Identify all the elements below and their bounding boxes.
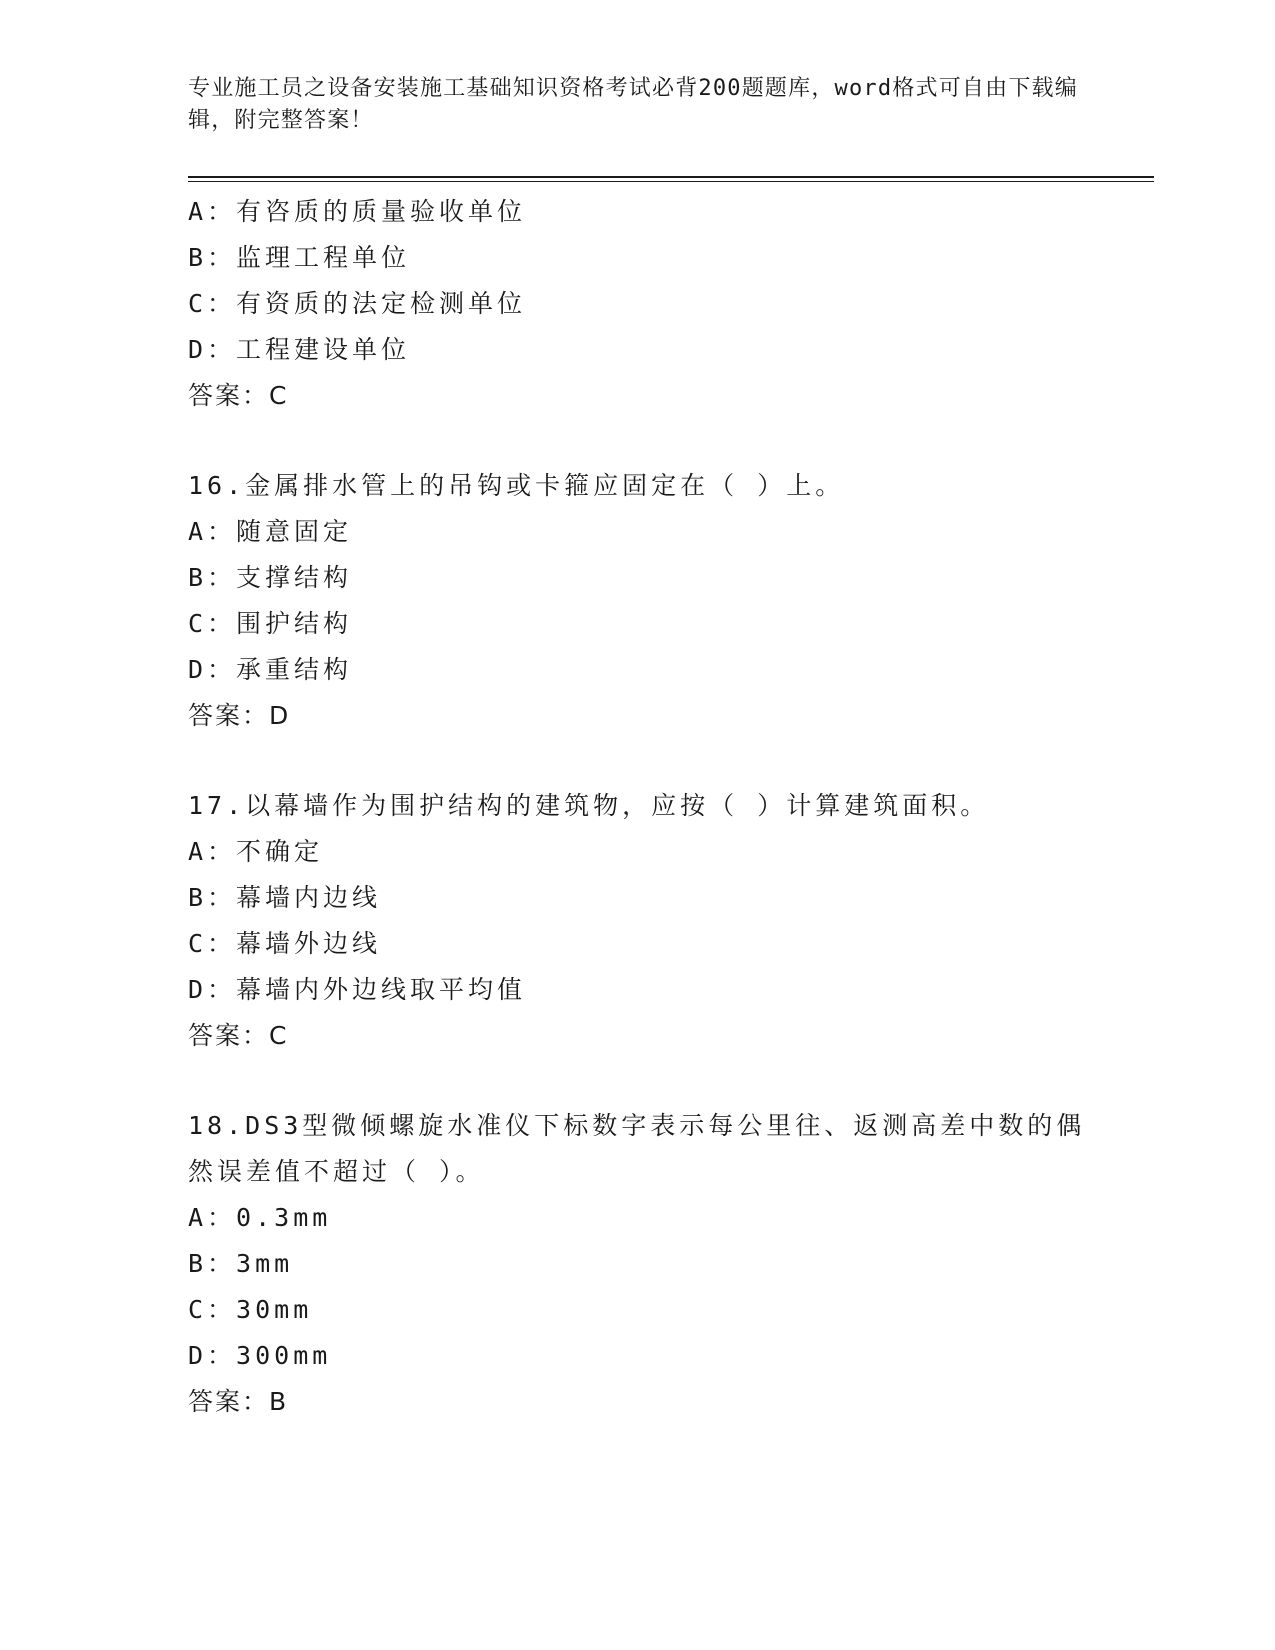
question-block-17 [188, 783, 1088, 1059]
header-divider-thin [188, 181, 1154, 182]
option-a: A：随意固定 [188, 517, 353, 546]
answer-line: 答案：B [188, 1387, 289, 1416]
question-text: 18.DS3型微倾螺旋水准仪下标数字表示每公里往、返测高差中数的偶然误差值不超过（ ）。 [188, 1111, 1086, 1186]
option-b: B：支撑结构 [188, 563, 353, 592]
option-a: A：有咨质的质量验收单位 [188, 197, 527, 226]
option-b: B：幕墙内边线 [188, 883, 382, 912]
option-a: A：0.3mm [188, 1203, 332, 1232]
question-text: 16.金属排水管上的吊钩或卡箍应固定在（ ）上。 [188, 471, 845, 500]
option-b: B：监理工程单位 [188, 243, 411, 272]
header-divider-thick [188, 176, 1154, 178]
option-c: C：幕墙外边线 [188, 929, 382, 958]
question-block-18 [188, 1103, 1088, 1425]
question-block-16 [188, 463, 1088, 739]
question-list [188, 189, 1088, 1425]
option-d: D：承重结构 [188, 655, 353, 684]
answer-line: 答案：C [188, 381, 289, 410]
option-c: C：30mm [188, 1295, 313, 1324]
option-d: D：幕墙内外边线取平均值 [188, 975, 527, 1004]
option-c: C：有资质的法定检测单位 [188, 289, 527, 318]
option-c: C：围护结构 [188, 609, 353, 638]
option-d: D：工程建设单位 [188, 335, 411, 364]
answer-line: 答案：D [188, 701, 291, 730]
question-text: 17.以幕墙作为围护结构的建筑物，应按（ ）计算建筑面积。 [188, 791, 990, 820]
option-d: D：300mm [188, 1341, 332, 1370]
option-a: A：不确定 [188, 837, 324, 866]
question-block-15 [188, 189, 1088, 419]
option-b: B：3mm [188, 1249, 294, 1278]
document-header: 专业施工员之设备安装施工基础知识资格考试必背200题题库，word格式可自由下载编辑，附完整答案！ [188, 76, 1078, 133]
answer-line: 答案：C [188, 1021, 289, 1050]
